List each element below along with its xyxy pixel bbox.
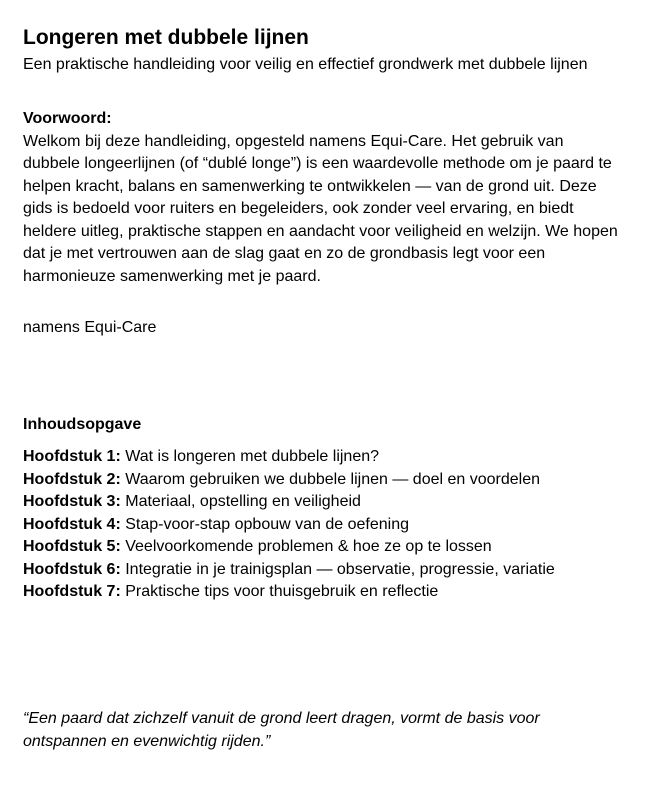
toc-item: [23, 491, 555, 514]
chapter-label: Hoofdstuk 4:: [23, 515, 121, 533]
chapter-title: Materiaal, opstelling en veiligheid: [125, 493, 361, 510]
foreword-line: Welkom bij deze handleiding, opgesteld namens Equi-Care. Het gebruik van: [23, 132, 564, 150]
toc-item: [23, 514, 555, 537]
foreword-line: dubbele longeerlijnen (of “dublé longe”) is een waardevolle methode om je paard te: [23, 155, 612, 172]
chapter-title: Veelvoorkomende problemen & hoe ze op te lossen: [125, 538, 492, 555]
foreword-signature: namens Equi-Care: [23, 319, 157, 336]
toc-item: [23, 581, 555, 604]
foreword-line: helpen kracht, balans en samenwerking te ontwikkelen — van de grond uit. Deze: [23, 177, 597, 195]
toc-item: [23, 559, 555, 582]
document-subtitle: Een praktische handleiding voor veilig en effectief grondwerk met dubbele lijnen: [23, 56, 588, 73]
chapter-title: Waarom gebruiken we dubbele lijnen — doel en voordelen: [125, 470, 541, 488]
foreword-line: heldere uitleg, praktische stappen en aandacht voor veiligheid en welzijn. We hopen: [23, 222, 618, 240]
foreword-section: [23, 108, 618, 288]
closing-quote: [23, 708, 540, 753]
chapter-label: Hoofdstuk 6:: [23, 560, 121, 578]
toc-list: [23, 446, 555, 604]
chapter-label: Hoofdstuk 3:: [23, 493, 121, 510]
foreword-line: dat je met vertrouwen aan de slag gaat en zo de grondbasis legt voor een: [23, 245, 546, 262]
toc-item: [23, 536, 555, 559]
chapter-title: Stap-voor-stap opbouw van de oefening: [125, 515, 409, 533]
chapter-label: Hoofdstuk 5:: [23, 538, 121, 555]
document-title: Longeren met dubbele lijnen: [23, 26, 309, 49]
chapter-title: Wat is longeren met dubbele lijnen?: [125, 448, 380, 465]
foreword-heading: Voorwoord:: [23, 110, 112, 127]
quote-line: ontspannen en evenwichtig rijden.”: [23, 732, 271, 750]
chapter-label: Hoofdstuk 2:: [23, 470, 121, 488]
foreword-line: harmonieuze samenwerking met je paard.: [23, 267, 321, 285]
chapter-title: Praktische tips voor thuisgebruik en reflectie: [125, 583, 439, 600]
chapter-label: Hoofdstuk 1:: [23, 448, 121, 465]
foreword-line: gids is bedoeld voor ruiters en begeleiders, ook zonder veel ervaring, en biedt: [23, 200, 574, 217]
chapter-title: Integratie in je trainigsplan — observatie, progressie, variatie: [125, 560, 555, 578]
toc-heading: Inhoudsopgave: [23, 416, 142, 433]
toc-item: [23, 469, 555, 492]
document-header: [23, 26, 309, 50]
toc-item: [23, 446, 555, 469]
quote-line: “Een paard dat zichzelf vanuit de grond leert dragen, vormt de basis voor: [23, 710, 540, 727]
chapter-label: Hoofdstuk 7:: [23, 583, 121, 600]
